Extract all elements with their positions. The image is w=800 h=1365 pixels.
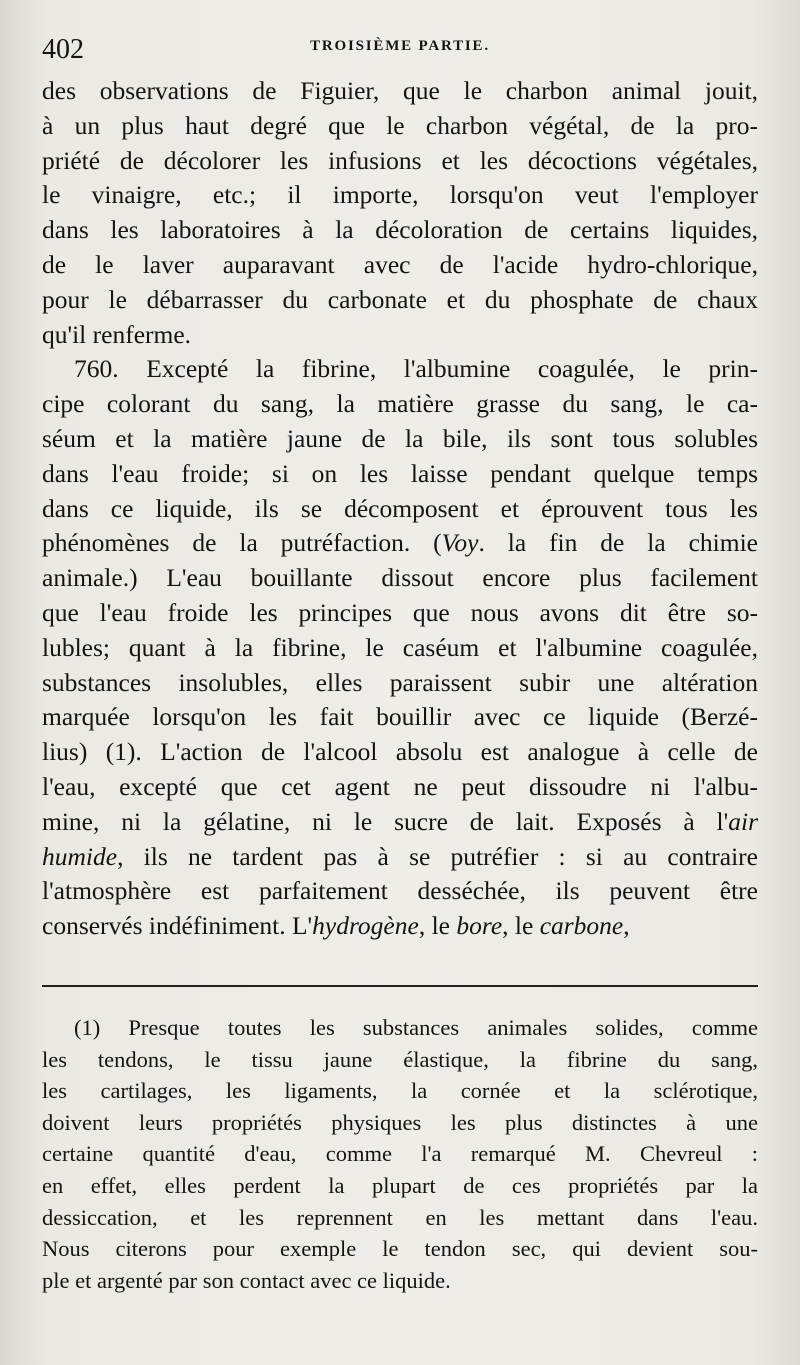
- body-line: phénomènes de la putréfaction. (Voy. la fin de la chimie: [42, 528, 758, 558]
- body-line: des observations de Figuier, que le charbon animal jouit,: [42, 76, 758, 105]
- page-header: [42, 32, 758, 68]
- body-line: substances insolubles, elles paraissent subir une altération: [42, 667, 758, 697]
- body-line: lius) (1). L'action de l'alcool absolu est analogue à celle de: [42, 737, 758, 767]
- body-line: dans les laboratoires à la décoloration de certains liquides,: [42, 215, 758, 245]
- body-line: pour le débarrasser du carbonate et du phosphate de chaux: [42, 284, 758, 314]
- body-line: humide, ils ne tardent pas à se putréfier : si au contraire: [42, 841, 758, 871]
- body-line: cipe colorant du sang, la matière grasse du sang, le ca-: [42, 389, 758, 419]
- page-number: 402: [42, 34, 84, 65]
- running-head: TROISIÈME PARTIE.: [310, 38, 490, 54]
- footnote-line: (1) Presque toutes les substances animales solides, comme: [74, 1015, 758, 1040]
- footnote-line: en effet, elles perdent la plupart de ces propriétés par la: [42, 1172, 758, 1198]
- body-line: de le laver auparavant avec de l'acide hydro-chlorique,: [42, 249, 758, 279]
- body-line: animale.) L'eau bouillante dissout encore plus facilement: [42, 563, 758, 593]
- body-line: à un plus haut degré que le charbon végétal, de la pro-: [42, 110, 758, 140]
- footnote-rule: [42, 985, 758, 987]
- footnote-line: ple et argenté par son contact avec ce liquide.: [42, 1267, 451, 1293]
- footnote-line: doivent leurs propriétés physiques les plus distinctes à une: [42, 1109, 758, 1135]
- body-line: conservés indéfiniment. L'hydrogène, le bore, le carbone,: [42, 911, 630, 941]
- body-text: [42, 74, 758, 944]
- body-line: priété de décolorer les infusions et les décoctions végétales,: [42, 145, 758, 175]
- body-line: dans l'eau froide; si on les laisse pendant quelque temps: [42, 458, 758, 488]
- body-line: séum et la matière jaune de la bile, ils sont tous solubles: [42, 423, 758, 453]
- body-line: dans ce liquide, ils se décomposent et éprouvent tous les: [42, 493, 758, 523]
- body-line: que l'eau froide les principes que nous avons dit être so-: [42, 597, 758, 627]
- body-line: qu'il renferme.: [42, 319, 192, 349]
- body-line: marquée lorsqu'on les fait bouillir avec ce liquide (Berzé-: [42, 702, 758, 732]
- footnote-line: les cartilages, les ligaments, la cornée et la sclérotique,: [42, 1078, 758, 1104]
- footnote: [42, 1012, 758, 1296]
- footnote-line: certaine quantité d'eau, comme l'a remarqué M. Chevreul :: [42, 1141, 758, 1167]
- footnote-line: Nous citerons pour exemple le tendon sec, qui devient sou-: [42, 1236, 758, 1262]
- footnote-line: dessiccation, et les reprennent en les mettant dans l'eau.: [42, 1204, 758, 1230]
- body-line: l'atmosphère est parfaitement desséchée, ils peuvent être: [42, 876, 758, 906]
- body-line: l'eau, excepté que cet agent ne peut dissoudre ni l'albu-: [42, 771, 758, 801]
- body-line: lubles; quant à la fibrine, le caséum et l'albumine coagulée,: [42, 632, 758, 662]
- body-line: le vinaigre, etc.; il importe, lorsqu'on veut l'employer: [42, 180, 758, 210]
- footnote-line: les tendons, le tissu jaune élastique, la fibrine du sang,: [42, 1046, 758, 1072]
- body-line: 760. Excepté la fibrine, l'albumine coagulée, le prin-: [74, 354, 758, 384]
- body-line: mine, ni la gélatine, ni le sucre de lait. Exposés à l'air: [42, 806, 758, 836]
